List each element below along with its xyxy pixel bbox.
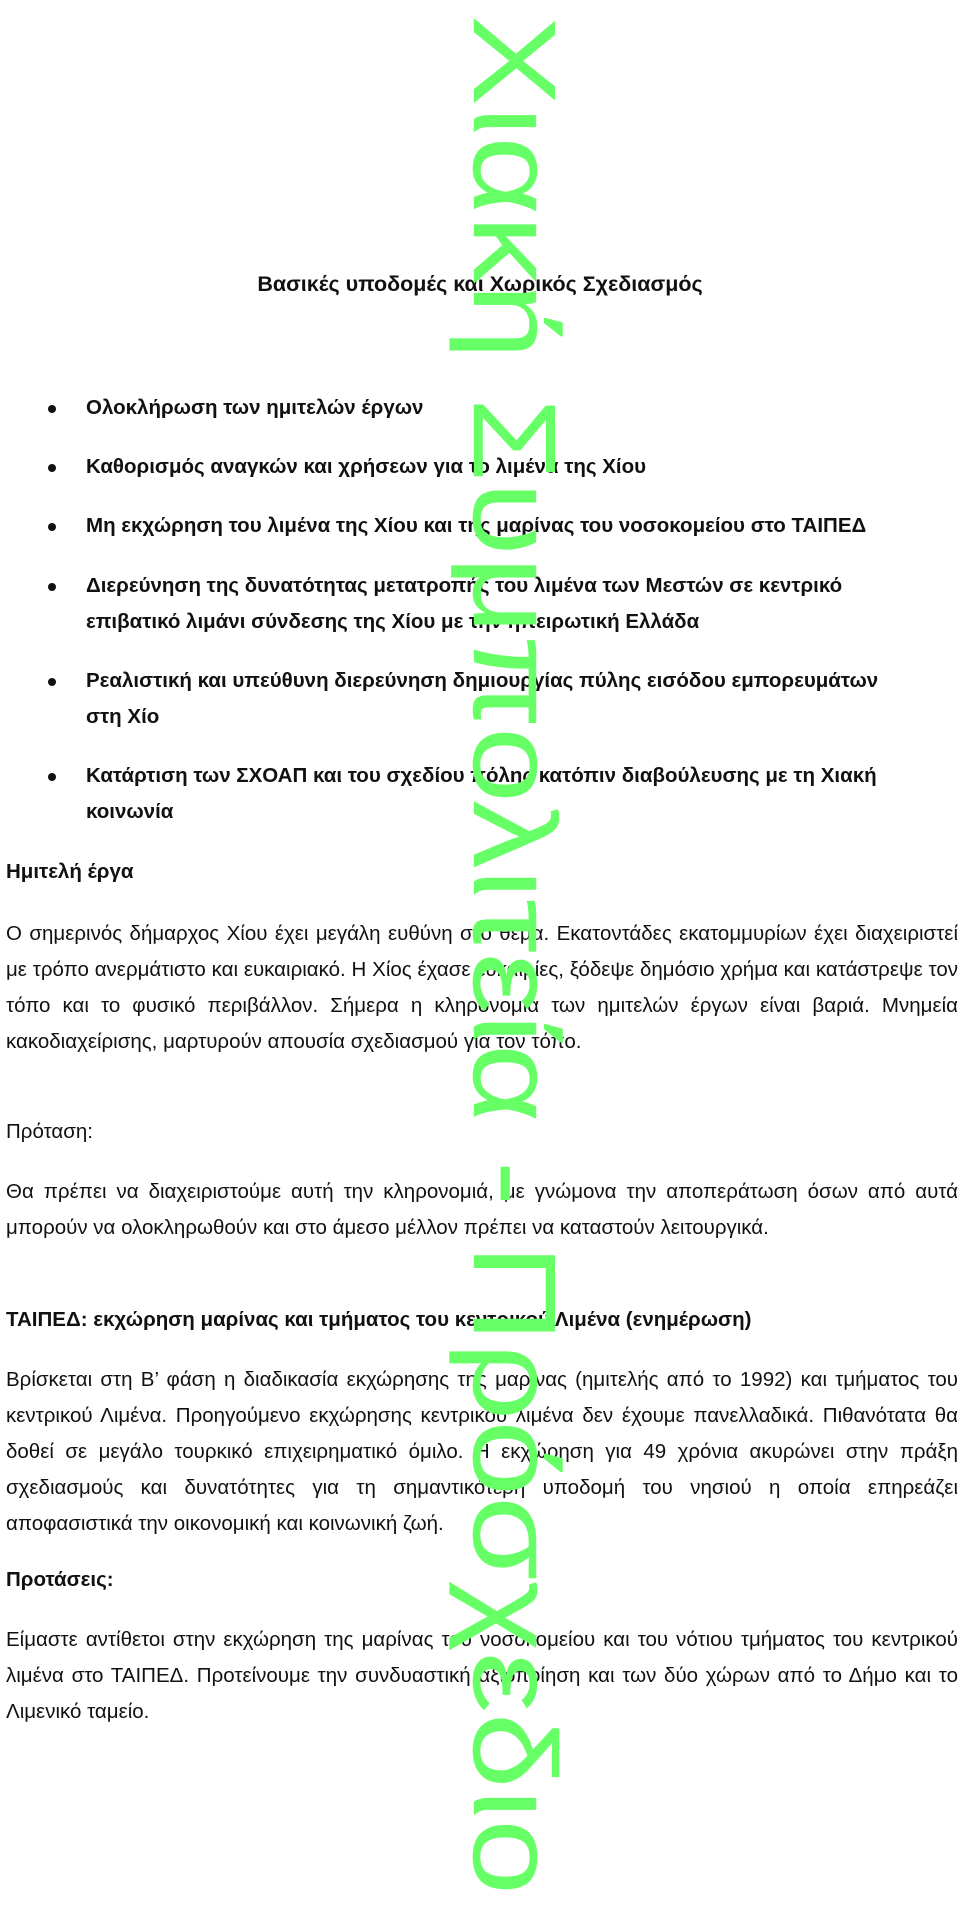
bullet-icon <box>48 405 56 413</box>
bullet-icon <box>48 773 56 781</box>
paragraph: Ο σημερινός δήμαρχος Χίου έχει μεγάλη ευθύνη στο θέμα. Εκατοντάδες εκατομμυρίων έχει διαχειριστεί με τρόπο ανερμάτιστο και ευκαιριακό. Η Χίος έχασε ευκαιρίες, ξόδεψε δημόσιο χρήμα και κατάστρεψε τον τόπο και το φυσικό περιβάλλον. Σήμερα η κληρονομιά των ημιτελών έργων είναι βαριά. Μνημεία κακοδιαχείρισης, μαρτυρούν απουσία σχεδιασμού για τον τόπο. <box>6 922 958 1053</box>
list-item: Ρεαλιστική και υπεύθυνη διερεύνηση δημιουργίας πύλης εισόδου εμπορευμάτων στη Χίο <box>86 663 956 735</box>
paragraph: Βρίσκεται στη Β’ φάση η διαδικασία εκχώρησης της μαρίνας (ημιτελής από το 1992) και τμήματος του κεντρικού Λιμένα. Προηγούμενο εκχώρησης κεντρικού λιμένα δεν έχουμε πανελλαδικά. Πιθανότατα θα δοθεί σε μεγάλο τουρκικό επιχειρηματικό όμιλο. Η εκχώρηση για 49 χρόνια ακυρώνει στην πράξη σχεδιασμούς και δυνατότητες για τη σημαντικότερη υποδομή του νησιού η οποία επηρεάζει αποφασιστικά την οικονομική και κοινωνική ζωή. <box>6 1368 958 1535</box>
paragraph: Είμαστε αντίθετοι στην εκχώρηση της μαρίνας του νοσοκομείου και του νότιου τμήματος του κεντρικού λιμένα στο ΤΑΙΠΕΔ. Προτείνουμε την συνδυαστική αξιοποίηση και των δύο χώρων από το Δήμο και το Λιμενικό ταμείο. <box>6 1628 958 1723</box>
paragraph: Θα πρέπει να διαχειριστούμε αυτή την κληρονομιά, με γνώμονα την αποπεράτωση όσων από αυτά μπορούν να ολοκληρωθούν και στο άμεσο μέλλον πρέπει να καταστούν λειτουργικά. <box>6 1180 958 1239</box>
proposals-label: Προτάσεις: <box>6 1568 114 1591</box>
document-title: Βασικές υποδομές και Χωρικός Σχεδιασμός <box>257 272 703 296</box>
list-item: Κατάρτιση των ΣΧΟΑΠ και του σχεδίου πόλης κατόπιν διαβούλευσης με τη Χιακή κοινωνία <box>86 758 956 830</box>
bullet-icon <box>48 464 56 472</box>
list-item: Ολοκλήρωση των ημιτελών έργων <box>86 390 956 426</box>
watermark-text: Χιακή Συμπολιτεία - Πρόσχεδιο <box>447 15 580 1641</box>
section-heading: ΤΑΙΠΕΔ: εκχώρηση μαρίνας και τμήματος του κεντρικού Λιμένα (ενημέρωση) <box>6 1308 752 1331</box>
list-item: Καθορισμός αναγκών και χρήσεων για το λιμένα της Χίου <box>86 449 956 485</box>
list-item: Μη εκχώρηση του λιμένα της Χίου και της μαρίνας του νοσοκομείου στο ΤΑΙΠΕΔ <box>86 508 956 544</box>
bullet-icon <box>48 678 56 686</box>
bullet-icon <box>48 523 56 531</box>
proposal-label: Πρόταση: <box>6 1120 93 1143</box>
section-heading: Ημιτελή έργα <box>6 860 134 883</box>
list-item: Διερεύνηση της δυνατότητας μετατροπής του λιμένα των Μεστών σε κεντρικό επιβατικό λιμάνι σύνδεσης της Χίου με την ηπειρωτική Ελλάδα <box>86 568 956 640</box>
bullet-icon <box>48 583 56 591</box>
